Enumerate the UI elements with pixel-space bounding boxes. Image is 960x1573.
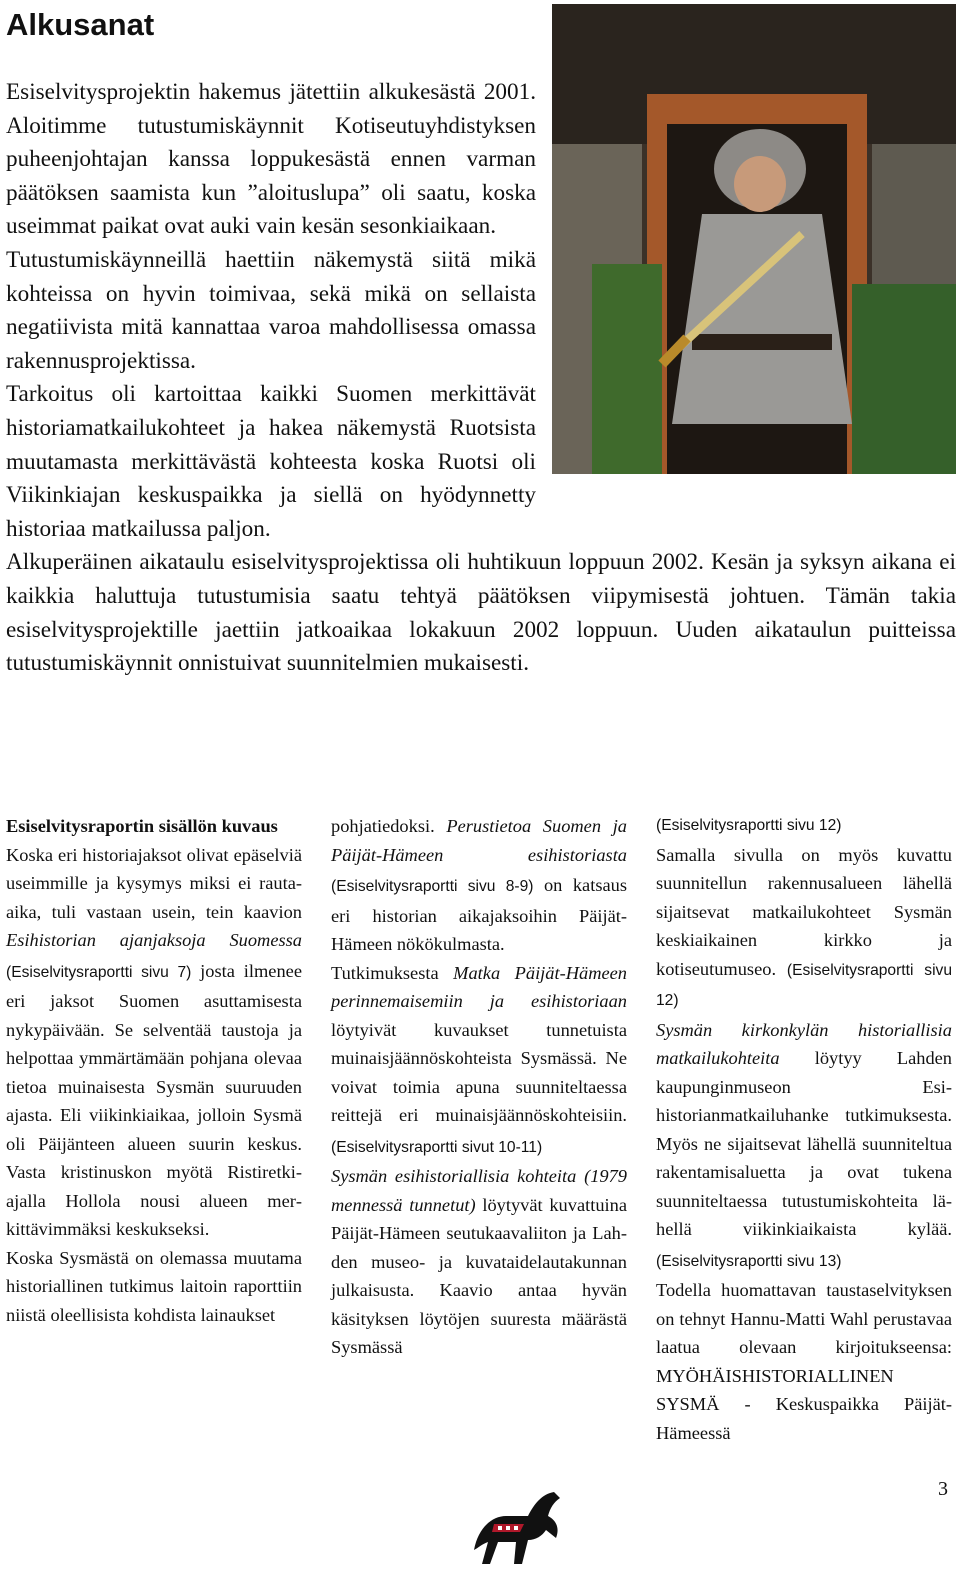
page-reference: (Esiselvitysraportti sivu 8-9) [331, 878, 534, 895]
text-run: löytyivät kuvaukset tunnetuista muinaisjäännöskohteista Sysmässä. Ne voivat toimia apuna suunniteltaessa reittejä eri muinaisjäännöskohteisiin. [331, 1019, 627, 1125]
italic-title: Sysmän kirkonkylän historiallisia matkailukohteita [656, 1019, 952, 1068]
col2-paragraph-2 [331, 959, 627, 1163]
intro-paragraph-2: Tutustumiskäynneillä haettiin näkemystä siitä mikä kohteissa on hyvin toimivaa, sekä mikä on sellaista negatiivista mitä kannattaa varoa mahdollisessa omassa rakennusprojektissa. [6, 246, 536, 374]
col2-paragraph-3 [331, 1162, 627, 1362]
italic-title: Esihistorian ajanjaksoja Suomessa [6, 930, 302, 950]
page-reference: (Esiselvitysraportti sivu 13) [656, 1252, 842, 1270]
text-run: löytyvät kuvattuina Päijät-Hämeen seutukaavaliiton ja Lahden museo- ja kuvataidelautakunnan julkaisusta. Kaavio antaa hyvän käsityksen löytöjen suuresta määrästä Sysmässä [331, 1194, 627, 1357]
text-run: Koska eri historiajaksot olivat epäselviä useimmille ja kysymys miksi ei rauta-aika, tuli vastaan usein, tein kaavion [6, 844, 302, 922]
page-reference: (Esiselvitysraportti sivu 7) [6, 963, 192, 981]
intro-paragraph-4: Alkuperäinen aikataulu esiselvitysprojektissa oli huhtikuun loppuun 2002. Kesän ja syksyn aikana ei kaikkia haluttuja tutustumisia saatu tehtyä päätöksen viipymisestä johtuen. Tämän takia esiselvitysprojektille jaettiin jatkoaikaa lokakuun 2002 loppuun. Uuden aikataulun puitteissa tutustumiskäynnit onnistuivat suunnitelmien mukaisesti. [6, 549, 956, 677]
column-3 [656, 812, 952, 1447]
italic-title: Matka Päijät-Hämeen perinnemaisemiin ja esihistoriaan [331, 962, 627, 1011]
italic-title: Perustietoa Suomen ja Päijät-Hämeen esihistoriasta [331, 816, 627, 865]
col3-paragraph-1 [656, 841, 952, 1016]
col1-paragraph-2: Koska Sysmästä on olemassa muutama historiallinen tutkimus laitoin raporttiin niistä oleellisista kohdista lainaukset [6, 1247, 302, 1325]
column-1 [6, 812, 302, 1329]
col3-paragraph-2 [656, 1016, 952, 1277]
intro-paragraph-1: Esiselvitysprojektin hakemus jätettiin alkukesästä 2001. Aloitimme tutustumiskäynnit Kotiseutuyhdistyksen puheenjohtajan kanssa loppukesästä ennen varman päätöksen saamista kun ”aloituslupa” oli saatu, koska useimmat paikat ovat auki vain kesän sesonkiaikaan. [6, 79, 536, 240]
col3-paragraph-3: Todella huomattavan taustaselvityksen on tehnyt Hannu-Matti Wahl perustavaa laatua olevaan kirjoitukseensa: MYÖHÄISHISTORIALLINEN SYSMÄ - Keskuspaikka Päijät-Hämeessä [656, 1280, 952, 1443]
text-run: löytyy Lahden kaupunginmuseon Esihistorianmatkailuhanke tutkimuksesta. Myös ne sijaitsevat lähellä suunniteltua rakentamisaluetta ja ovat tukena suunniteltaessa tutustumiskohteita lähellä viikinkiaikaista kylää. [656, 1048, 952, 1239]
text-run: josta ilmenee eri jaksot Suomen asuttamisesta nykypäivään. Se selventää taustoja ja helpottaa ymmärtämään pohjana olevaa tietoa muinaisesta Sysmän suuruuden ajasta. Eli viikinkiaikaa, jolloin Sysmä oli Päijänteen alueen suurin keskus. Vasta kristinuskon myötä Ristiretkiajalla Hollola nousi alueen merkittävimmäksi keskukseksi. [6, 960, 302, 1239]
page-title: Alkusanat [6, 7, 155, 42]
section-heading: Esiselvitysraportin sisällön kuvaus [6, 816, 278, 836]
intro-text [6, 76, 956, 681]
col1-paragraph-1 [6, 841, 302, 1244]
text-run: on katsaus eri historian aikajaksoihin Päijät-Hämeen nökökulmasta. [331, 875, 627, 954]
column-2 [331, 812, 627, 1362]
page-reference: (Esiselvitysraportti sivu 12) [656, 817, 842, 834]
col2-paragraph-1 [331, 812, 627, 959]
page-reference: (Esiselvitysraportti sivut 10-11) [331, 1138, 543, 1156]
horse-logo-icon [464, 1480, 566, 1568]
page-number: 3 [938, 1478, 948, 1500]
intro-paragraph-3: Tarkoitus oli kartoittaa kaikki Suomen merkittävät historiamatkailukohteet ja hakea näkemystä Ruotsista muutamasta merkittävästä kohteesta koska Ruotsi oli Viikinkiajan keskuspaikka ja siellä on hyödynnetty historiaa matkailussa paljon. [6, 381, 536, 542]
text-run: Samalla sivulla on myös kuvattu suunnitellun rakennusalueen lähellä sijaitsevat matkailukohteet Sysmän keskiaikainen kirkko ja kotiseutumuseo. [656, 844, 952, 979]
text-run: Tutkimuksesta [331, 962, 454, 983]
text-run: pohjatiedoksi. [331, 816, 447, 836]
page-reference: (Esiselvitysraportti sivu 12) [656, 961, 952, 1009]
italic-title: Sysmän esihistoriallisia kohteita (1979 mennessä tunnetut) [331, 1166, 627, 1215]
